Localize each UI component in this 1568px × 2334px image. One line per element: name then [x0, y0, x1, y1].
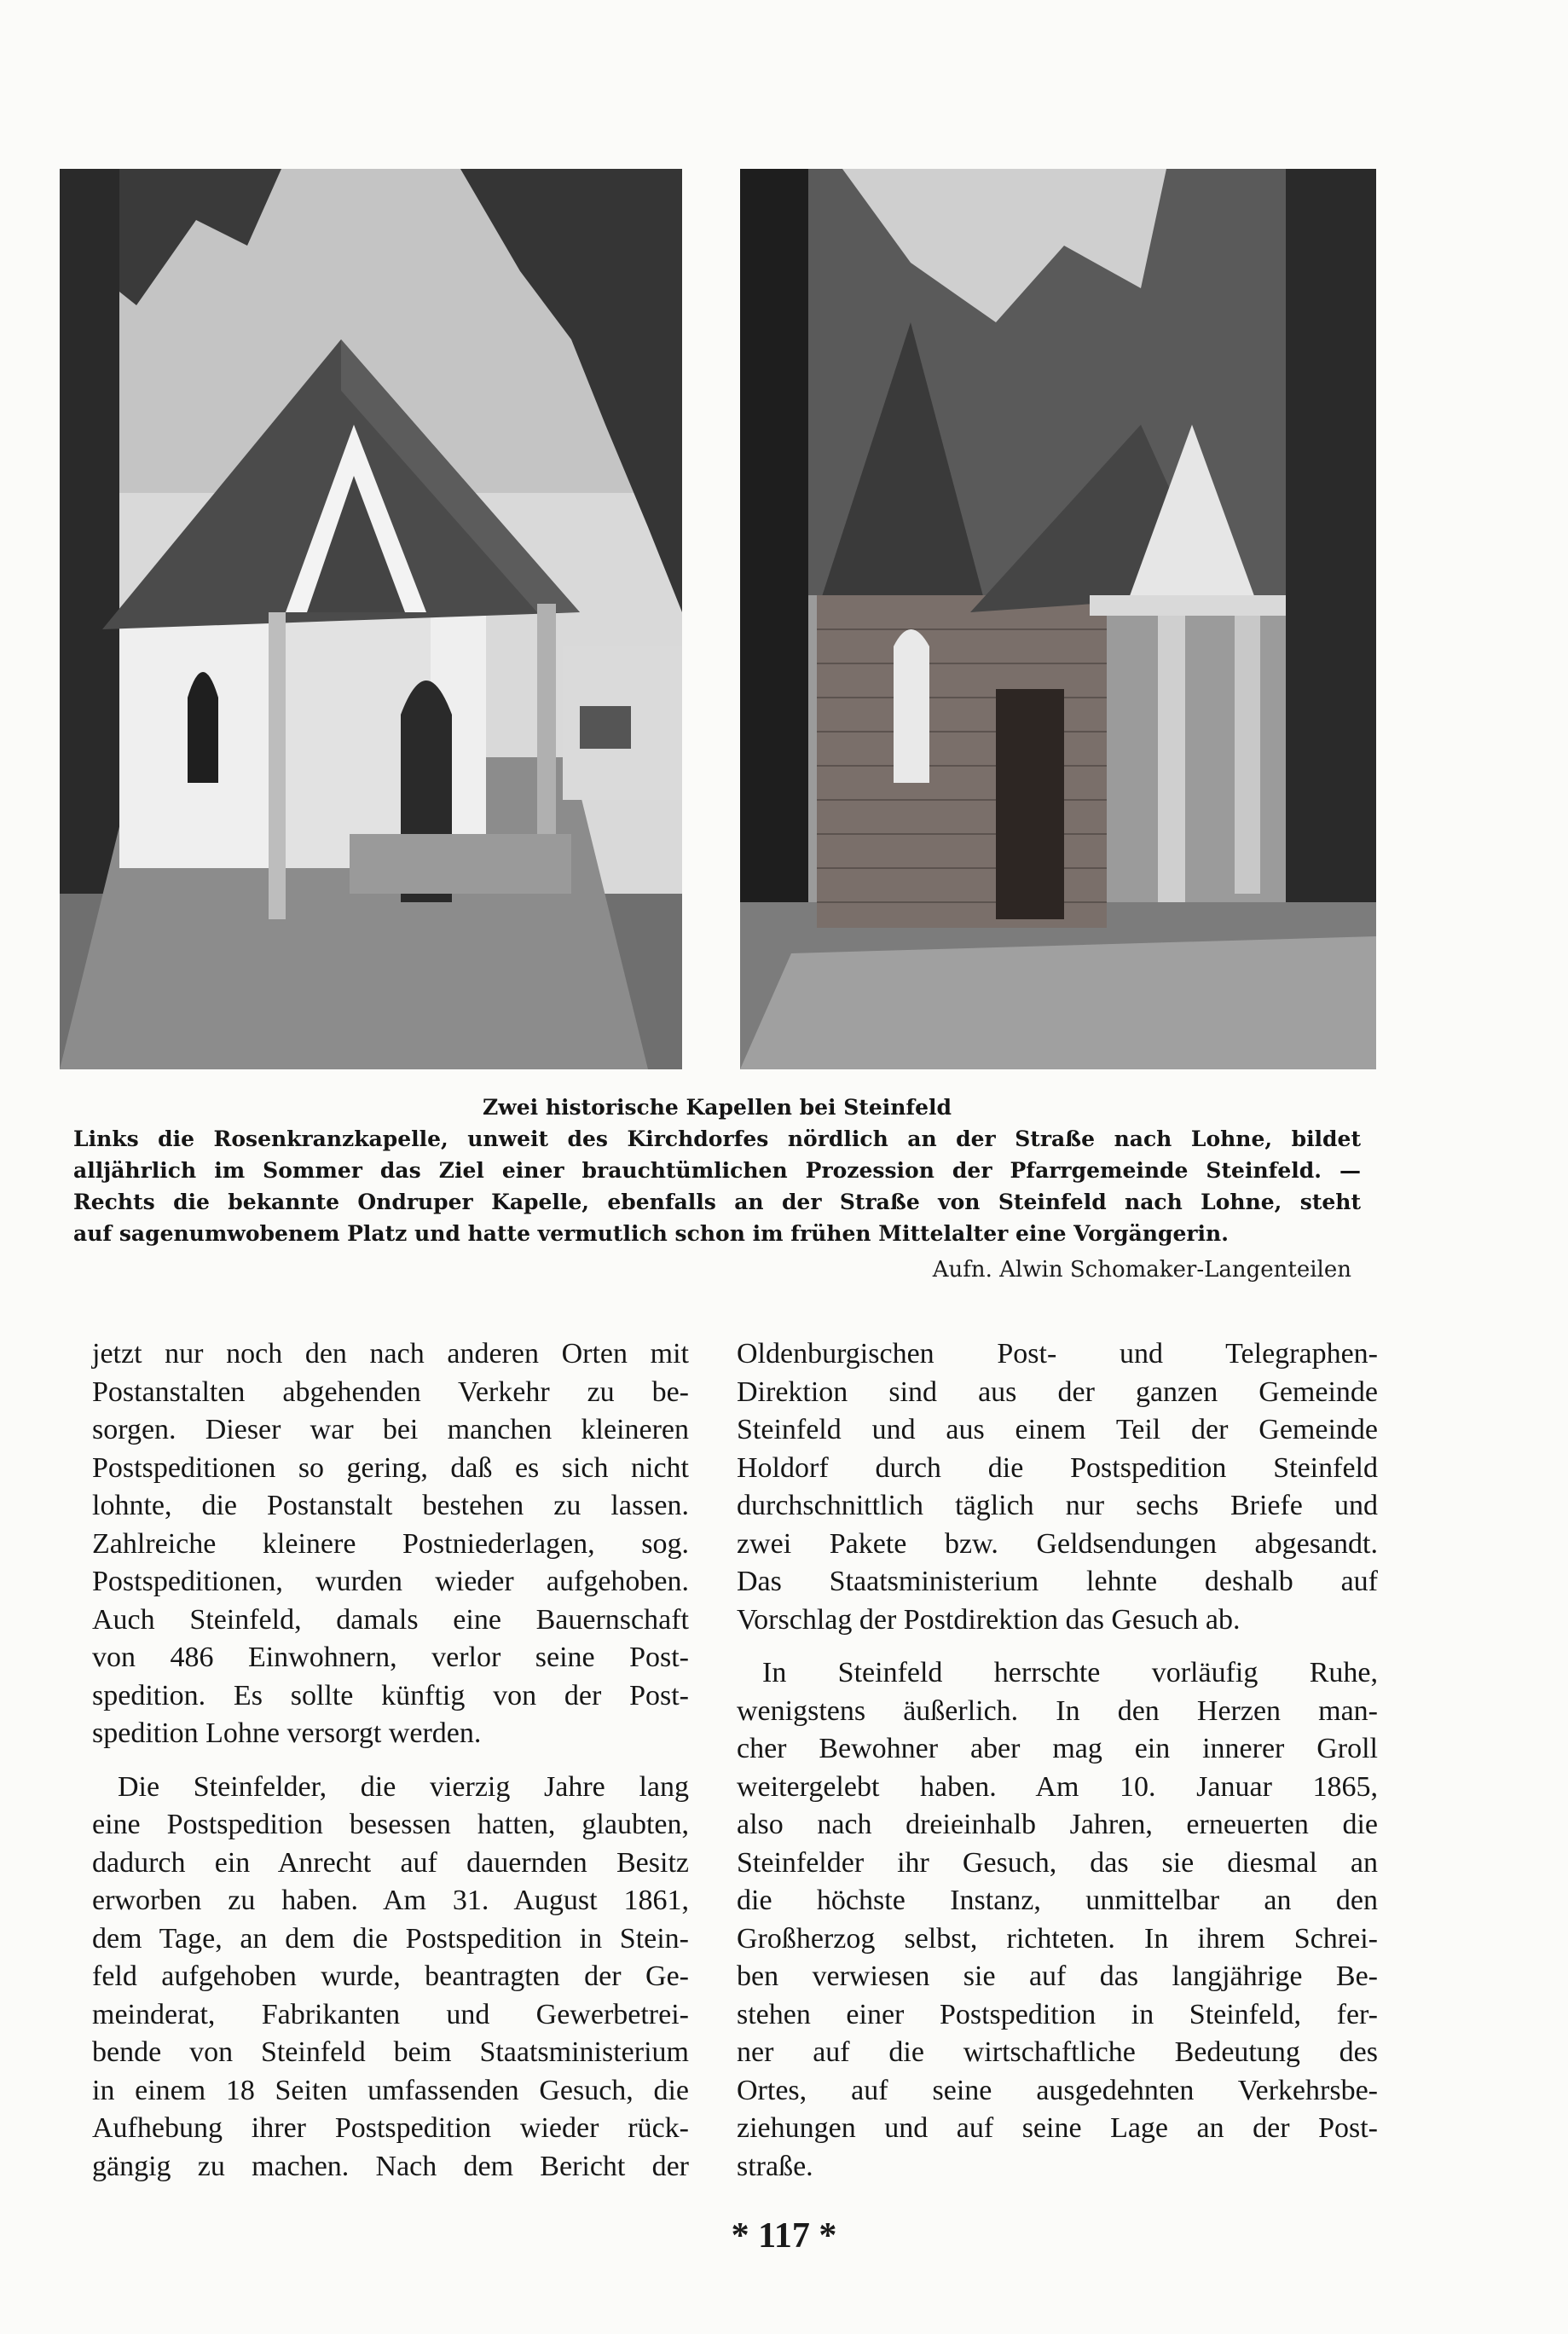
text-line: Steinfeld und aus einem Teil der Gemeinde — [737, 1414, 1378, 1445]
text-line: ner auf die wirtschaftliche Bedeutung des — [737, 2036, 1378, 2068]
caption-line: Rechts die bekannte Ondruper Kapelle, ebenfalls an der Straße von Steinfeld nach Lohne, steht — [73, 1190, 1361, 1214]
paragraph — [92, 1769, 689, 2186]
text-line: Postanstalten abgehenden Verkehr zu be- — [92, 1375, 689, 1408]
page-number: * 117 * — [731, 2216, 837, 2256]
paragraph — [737, 1654, 1378, 2186]
text-line: Die Steinfelder, die vierzig Jahre lang — [118, 1770, 689, 1803]
text-column-right — [737, 1335, 1378, 2186]
text-line: erworben zu haben. Am 31. August 1861, — [92, 1885, 689, 1916]
text-line: Das Staatsministerium lehnte deshalb auf — [737, 1566, 1378, 1597]
text-line: also nach dreieinhalb Jahren, erneuerten die — [737, 1809, 1378, 1840]
text-line: meinderat, Fabrikanten und Gewerbetrei- — [92, 1998, 689, 2030]
text-line: ziehungen und auf seine Lage an der Post- — [737, 2112, 1378, 2144]
text-line: dadurch ein Anrecht auf dauernden Besitz — [92, 1846, 689, 1879]
caption-line: Links die Rosenkranzkapelle, unweit des Kirchdorfes nördlich an der Straße nach Lohne, bildet — [73, 1126, 1361, 1151]
text-line: Vorschlag der Postdirektion das Gesuch ab. — [737, 1603, 1241, 1636]
text-line: feld aufgehoben wurde, beantragten der Ge- — [92, 1960, 689, 1992]
text-line: von 486 Einwohnern, verlor seine Post- — [92, 1642, 689, 1673]
photo-credit: Aufn. Alwin Schomaker-Langenteilen — [932, 1257, 1351, 1283]
text-line: cher Bewohner aber mag ein innerer Groll — [737, 1733, 1378, 1764]
text-line: Zahlreiche kleinere Postniederlagen, sog. — [92, 1527, 689, 1560]
text-line: Steinfelder ihr Gesuch, das sie diesmal an — [737, 1846, 1378, 1879]
text-line: Holdorf durch die Postspedition Steinfeld — [737, 1451, 1378, 1484]
text-line: bende von Steinfeld beim Staatsministerium — [92, 2036, 689, 2068]
text-line: weitergelebt haben. Am 10. Januar 1865, — [737, 1770, 1378, 1803]
text-line: zwei Pakete bzw. Geldsendungen abgesandt. — [737, 1527, 1378, 1560]
caption-title: Zwei historische Kapellen bei Steinfeld — [482, 1095, 952, 1120]
text-line: In Steinfeld herrschte vorläufig Ruhe, — [762, 1657, 1378, 1688]
text-line: Aufhebung ihrer Postspedition wieder rück- — [92, 2112, 689, 2144]
paragraph — [92, 1335, 689, 1753]
text-line: durchschnittlich täglich nur sechs Briefe und — [737, 1490, 1378, 1521]
text-line: Ortes, auf seine ausgedehnten Verkehrsbe- — [737, 2074, 1378, 2106]
text-line: Auch Steinfeld, damals eine Bauernschaft — [92, 1603, 689, 1636]
text-line: jetzt nur noch den nach anderen Orten mit — [92, 1338, 689, 1370]
text-line: gängig zu machen. Nach dem Bericht der — [92, 2150, 689, 2182]
paragraph — [737, 1335, 1378, 1639]
photo-caption — [73, 1092, 1361, 1249]
text-line: ben verwiesen sie auf das langjährige Be- — [737, 1960, 1378, 1992]
text-line: Direktion sind aus der ganzen Gemeinde — [737, 1375, 1378, 1408]
caption-line: alljährlich im Sommer das Ziel einer brauchtümlichen Prozession der Pfarrgemeinde Steinfeld. — — [73, 1158, 1361, 1183]
text-column-left — [92, 1335, 689, 2186]
text-line: Großherzog selbst, richteten. In ihrem Schrei- — [737, 1922, 1378, 1955]
photo-ondruper-kapelle — [740, 169, 1376, 1069]
text-line: wenigstens äußerlich. In den Herzen man- — [737, 1694, 1378, 1727]
text-line: sorgen. Dieser war bei manchen kleineren — [92, 1414, 689, 1445]
caption-line: auf sagenumwobenem Platz und hatte vermutlich schon im frühen Mittelalter eine Vorgängerin. — [73, 1221, 1229, 1246]
text-line: lohnte, die Postanstalt bestehen zu lassen. — [92, 1490, 689, 1521]
text-line: die höchste Instanz, unmittelbar an den — [737, 1885, 1378, 1916]
text-line: Postspeditionen so gering, daß es sich nicht — [92, 1451, 689, 1484]
text-line: spedition. Es sollte künftig von der Post- — [92, 1679, 689, 1711]
text-line: stehen einer Postspedition in Steinfeld, fer- — [737, 1998, 1378, 2030]
text-line: straße. — [737, 2150, 813, 2182]
text-line: Oldenburgischen Post- und Telegraphen- — [737, 1338, 1378, 1370]
photo-rosenkranzkapelle — [60, 169, 682, 1069]
text-line: spedition Lohne versorgt werden. — [92, 1717, 482, 1749]
text-line: in einem 18 Seiten umfassenden Gesuch, die — [92, 2074, 689, 2106]
text-line: eine Postspedition besessen hatten, glaubten, — [92, 1809, 689, 1840]
text-line: dem Tage, an dem die Postspedition in Stein- — [92, 1922, 689, 1955]
text-line: Postspeditionen, wurden wieder aufgehoben. — [92, 1566, 689, 1597]
